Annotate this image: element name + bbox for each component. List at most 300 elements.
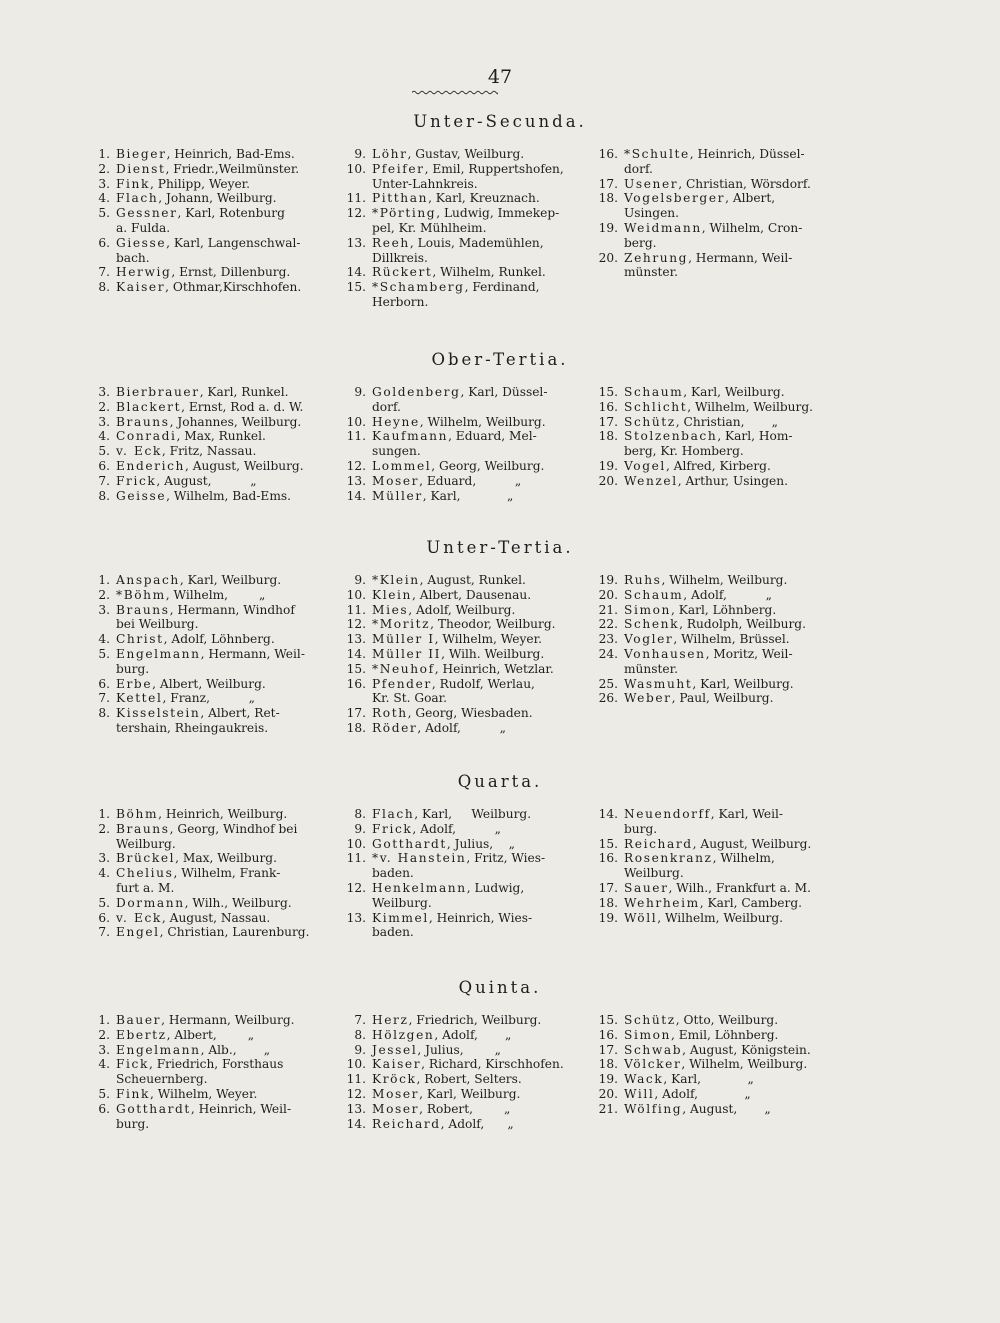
entry-continuation: Weilburg. xyxy=(624,866,684,881)
student-entry xyxy=(590,691,840,706)
entry-continuation: Usingen. xyxy=(624,206,680,221)
surname: Herz xyxy=(372,1013,409,1027)
surname: Vonhausen xyxy=(624,646,706,661)
surname: Wenzel xyxy=(624,473,678,488)
surname: Neuendorff xyxy=(624,807,711,821)
student-entry xyxy=(338,632,578,647)
student-entry xyxy=(338,265,578,280)
surname: Weber xyxy=(624,691,672,706)
surname: Herwig xyxy=(116,265,172,280)
entry-details: , August, „ xyxy=(156,473,257,488)
student-entry xyxy=(590,603,840,618)
surname: Simon xyxy=(624,602,671,617)
entry-number: 13. xyxy=(346,910,366,925)
entry-details: , Adolf, Weilburg. xyxy=(408,602,516,617)
student-entry xyxy=(90,415,325,430)
surname: Schlicht xyxy=(624,399,688,414)
student-entry xyxy=(338,191,578,206)
entry-details: , Emil, Löhnberg. xyxy=(671,1027,779,1042)
entry-number: 18. xyxy=(598,895,618,910)
student-entry xyxy=(90,691,325,706)
student-entry xyxy=(90,1087,325,1102)
entry-number: 6. xyxy=(98,235,110,250)
surname: Müller II xyxy=(372,646,442,661)
entry-details: , Karl, Düssel- xyxy=(460,385,548,399)
column-1 xyxy=(90,573,325,736)
student-entry xyxy=(338,677,578,707)
student-entry xyxy=(338,807,578,822)
entry-number: 3. xyxy=(98,851,110,866)
entry-details: , Heinrich, Düssel- xyxy=(689,147,805,161)
student-entry xyxy=(338,474,578,489)
surname: Heyne xyxy=(372,414,420,429)
entry-continuation: Weilburg. xyxy=(372,895,432,910)
entry-number: 13. xyxy=(346,473,366,488)
entry-details: , Wilhelm, Weilburg. xyxy=(681,1057,808,1072)
surname: Schenk xyxy=(624,617,680,632)
entry-number: 17. xyxy=(598,176,618,191)
student-entry xyxy=(590,1043,840,1058)
column-3 xyxy=(590,573,840,706)
student-entry xyxy=(338,206,578,236)
entry-number: 19. xyxy=(598,458,618,473)
surname: Simon xyxy=(624,1027,671,1042)
surname: Völcker xyxy=(624,1057,682,1072)
entry-number: 13. xyxy=(346,632,366,647)
section-title: Quinta. xyxy=(458,978,542,997)
entry-number: 19. xyxy=(598,220,618,235)
surname: Frick xyxy=(372,821,413,836)
entry-details: , Robert, Selters. xyxy=(416,1072,522,1087)
entry-number: 14. xyxy=(598,807,618,821)
student-entry xyxy=(90,444,325,459)
student-entry xyxy=(590,191,840,221)
column-1 xyxy=(90,1013,325,1131)
entry-details: , Alb., „ xyxy=(200,1042,271,1057)
column-3 xyxy=(590,807,840,925)
entry-number: 4. xyxy=(98,866,110,881)
student-entry xyxy=(338,162,578,192)
surname: Anspach xyxy=(116,573,180,587)
entry-number: 10. xyxy=(346,414,366,429)
page-number: 47 xyxy=(487,66,513,88)
surname: Moser xyxy=(372,1101,420,1116)
entry-number: 3. xyxy=(98,176,110,191)
entry-details: , Eduard, „ xyxy=(419,473,522,488)
entry-continuation: burg. xyxy=(116,661,150,676)
entry-details: , Karl, Hom- xyxy=(717,429,793,444)
entry-details: , Georg, Weilburg. xyxy=(431,458,545,473)
student-entry xyxy=(590,896,840,911)
surname: Schütz xyxy=(624,414,676,429)
surname: Conradi xyxy=(116,429,177,444)
student-entry xyxy=(590,147,840,177)
surname: Enderich xyxy=(116,458,185,473)
surname: Fick xyxy=(116,1057,149,1072)
entry-number: 16. xyxy=(598,147,618,161)
surname: Löhr xyxy=(372,147,408,161)
student-entry xyxy=(90,647,325,677)
surname: Wack xyxy=(624,1072,664,1087)
entry-continuation: dorf. xyxy=(624,161,653,176)
entry-details: , Louis, Mademühlen, xyxy=(409,235,544,250)
student-entry xyxy=(590,588,840,603)
student-entry xyxy=(338,706,578,721)
surname: Christ xyxy=(116,632,164,647)
entry-number: 10. xyxy=(346,836,366,851)
surname: *Schulte xyxy=(624,147,690,161)
surname: Gotthardt xyxy=(116,1101,191,1116)
entry-continuation: münster. xyxy=(624,265,678,280)
surname: Brauns xyxy=(116,414,170,429)
entry-details: , Albert, Ret- xyxy=(200,706,280,721)
entry-number: 18. xyxy=(598,429,618,444)
entry-number: 5. xyxy=(98,206,110,221)
entry-number: 5. xyxy=(98,1086,110,1101)
student-entry xyxy=(590,617,840,632)
surname: Sauer xyxy=(624,880,669,895)
entry-details: , Wilhelm, Weilburg. xyxy=(419,414,546,429)
entry-details: , Franz, „ xyxy=(162,691,255,706)
column-3 xyxy=(590,385,840,489)
student-entry xyxy=(590,647,840,677)
section-title: Unter-Secunda. xyxy=(413,112,587,131)
student-entry xyxy=(90,177,325,192)
entry-number: 19. xyxy=(598,1072,618,1087)
student-entry xyxy=(90,925,325,940)
student-entry xyxy=(90,459,325,474)
student-entry xyxy=(590,911,840,926)
entry-details: , Rudolph, Weilburg. xyxy=(679,617,806,632)
entry-details: , Robert, „ xyxy=(419,1101,511,1116)
surname: Will xyxy=(624,1086,655,1101)
entry-details: , Max, Weilburg. xyxy=(175,851,277,866)
column-3 xyxy=(590,147,840,280)
student-entry xyxy=(338,603,578,618)
surname: Brückel xyxy=(116,851,176,866)
student-entry xyxy=(338,881,578,911)
entry-details: , Albert, Weilburg. xyxy=(152,676,266,691)
entry-details: , Wilhelm, „ xyxy=(165,587,266,602)
entry-number: 2. xyxy=(98,1027,110,1042)
student-entry xyxy=(90,588,325,603)
surname: Schaum xyxy=(624,385,684,399)
entry-details: , Moritz, Weil- xyxy=(705,646,793,661)
entry-details: , Wilhelm, Cron- xyxy=(701,220,803,235)
entry-number: 19. xyxy=(598,910,618,925)
entry-number: 10. xyxy=(346,587,366,602)
entry-number: 11. xyxy=(346,602,366,617)
entry-number: 20. xyxy=(598,1086,618,1101)
entry-details: , Adolf, „ xyxy=(417,720,506,735)
entry-details: , Karl, Weilburg. xyxy=(179,573,282,587)
entry-number: 12. xyxy=(346,880,366,895)
entry-number: 13. xyxy=(346,1101,366,1116)
entry-number: 12. xyxy=(346,1086,366,1101)
entry-details: , Alfred, Kirberg. xyxy=(665,458,771,473)
student-entry xyxy=(590,837,840,852)
entry-number: 1. xyxy=(98,807,110,821)
student-entry xyxy=(338,837,578,852)
entry-details: , Theodor, Weilburg. xyxy=(430,617,556,632)
entry-details: , Karl, Camberg. xyxy=(699,895,803,910)
entry-number: 20. xyxy=(598,473,618,488)
surname: *v. Hanstein xyxy=(372,851,467,866)
student-entry xyxy=(90,400,325,415)
entry-details: , August, Weilburg. xyxy=(692,836,812,851)
entry-details: , Karl, Löhnberg. xyxy=(671,602,777,617)
entry-continuation: burg. xyxy=(116,1116,150,1131)
student-entry xyxy=(90,822,325,852)
student-entry xyxy=(90,489,325,504)
surname: Fink xyxy=(116,176,150,191)
surname: Klein xyxy=(372,587,412,602)
entry-number: 5. xyxy=(98,895,110,910)
surname: *Neuhof xyxy=(372,661,435,676)
column-3 xyxy=(590,1013,840,1117)
entry-details: , Wilh. Weilburg. xyxy=(441,646,545,661)
entry-details: , Friedr.,Weilmünster. xyxy=(165,161,300,176)
entry-number: 2. xyxy=(98,821,110,836)
student-entry xyxy=(338,1117,578,1132)
entry-continuation: Dillkreis. xyxy=(372,250,428,265)
student-entry xyxy=(90,1013,325,1028)
entry-number: 10. xyxy=(346,1057,366,1072)
section-title: Ober-Tertia. xyxy=(431,350,569,369)
entry-details: , Arthur, Usingen. xyxy=(677,473,788,488)
entry-number: 15. xyxy=(598,385,618,399)
student-entry xyxy=(90,265,325,280)
student-entry xyxy=(590,573,840,588)
surname: Goldenberg xyxy=(372,385,461,399)
surname: Bieger xyxy=(116,147,167,161)
entry-number: 20. xyxy=(598,250,618,265)
entry-number: 3. xyxy=(98,1042,110,1057)
entry-details: , Friedrich, Weilburg. xyxy=(408,1013,542,1027)
entry-number: 23. xyxy=(598,632,618,647)
entry-number: 9. xyxy=(354,385,366,399)
surname: Wöll xyxy=(624,910,658,925)
entry-number: 16. xyxy=(598,851,618,866)
student-entry xyxy=(590,881,840,896)
entry-continuation: Unter-Lahnkreis. xyxy=(372,176,478,191)
student-entry xyxy=(338,415,578,430)
entry-details: , Karl, Weilburg. xyxy=(683,385,785,399)
entry-details: , Johannes, Weilburg. xyxy=(169,414,302,429)
student-entry xyxy=(338,459,578,474)
column-2 xyxy=(338,807,578,940)
entry-number: 8. xyxy=(98,280,110,295)
student-entry xyxy=(590,251,840,281)
entry-number: 1. xyxy=(98,1013,110,1027)
student-entry xyxy=(590,400,840,415)
entry-number: 18. xyxy=(598,1057,618,1072)
section-title: Unter-Tertia. xyxy=(426,538,574,557)
entry-details: , Karl, Weilburg. xyxy=(419,1086,521,1101)
surname: Vogel xyxy=(624,458,666,473)
student-entry xyxy=(90,147,325,162)
surname: Moser xyxy=(372,473,420,488)
entry-details: , Wilhelm, Weyer. xyxy=(434,632,542,647)
student-entry xyxy=(590,677,840,692)
entry-details: , Othmar,Kirschhofen. xyxy=(165,280,302,295)
entry-number: 6. xyxy=(98,676,110,691)
entry-continuation: burg. xyxy=(624,821,658,836)
entry-number: 7. xyxy=(98,691,110,706)
entry-number: 14. xyxy=(346,488,366,503)
column-2 xyxy=(338,1013,578,1131)
surname: Rosenkranz xyxy=(624,851,713,866)
surname: Vogler xyxy=(624,632,674,647)
student-entry xyxy=(90,896,325,911)
student-entry xyxy=(590,1028,840,1043)
student-entry xyxy=(90,162,325,177)
entry-number: 16. xyxy=(598,1027,618,1042)
surname: Gotthardt xyxy=(372,836,447,851)
entry-number: 7. xyxy=(98,265,110,280)
entry-details: , August, Königstein. xyxy=(682,1042,811,1057)
entry-number: 11. xyxy=(346,1072,366,1087)
student-entry xyxy=(338,662,578,677)
surname: Usener xyxy=(624,176,679,191)
entry-number: 8. xyxy=(354,807,366,821)
surname: Flach xyxy=(116,191,159,206)
student-entry xyxy=(90,677,325,692)
surname: v. Eck xyxy=(116,910,162,925)
entry-number: 12. xyxy=(346,458,366,473)
entry-continuation: dorf. xyxy=(372,399,401,414)
entry-details: , Wilhelm, Weilburg. xyxy=(657,910,784,925)
surname: Schaum xyxy=(624,587,684,602)
student-entry xyxy=(590,1087,840,1102)
surname: Weidmann xyxy=(624,220,702,235)
entry-continuation: sungen. xyxy=(372,444,421,459)
entry-details: , Heinrich, Bad-Ems. xyxy=(166,147,295,161)
surname: Pfender xyxy=(372,676,432,691)
surname: Schütz xyxy=(624,1013,676,1027)
entry-details: , Karl, „ xyxy=(663,1072,754,1087)
student-entry xyxy=(90,206,325,236)
entry-number: 26. xyxy=(598,691,618,706)
surname: Dienst xyxy=(116,161,166,176)
student-entry xyxy=(338,851,578,881)
entry-details: , August, „ xyxy=(682,1101,771,1116)
student-entry xyxy=(90,866,325,896)
student-entry xyxy=(90,1057,325,1087)
entry-details: , Hermann, Windhof xyxy=(169,602,295,617)
student-entry xyxy=(338,617,578,632)
entry-details: , Heinrich, Wetzlar. xyxy=(434,661,554,676)
student-entry xyxy=(590,459,840,474)
entry-number: 11. xyxy=(346,429,366,444)
surname: *Böhm xyxy=(116,587,166,602)
entry-details: , Ernst, Dillenburg. xyxy=(171,265,291,280)
surname: v. Eck xyxy=(116,444,162,459)
entry-details: , Wilhelm, Frank- xyxy=(173,866,281,881)
student-entry xyxy=(338,1013,578,1028)
surname: Müller I xyxy=(372,632,435,647)
entry-number: 17. xyxy=(598,1042,618,1057)
entry-details: , Ludwig, xyxy=(466,880,525,895)
entry-details: , Karl, Weil- xyxy=(710,807,784,821)
student-entry xyxy=(338,1087,578,1102)
entry-number: 15. xyxy=(346,280,366,295)
surname: Wasmuht xyxy=(624,676,693,691)
entry-details: , August, Runkel. xyxy=(419,573,526,587)
surname: Flach xyxy=(372,807,415,821)
entry-number: 1. xyxy=(98,573,110,587)
surname: Erbe xyxy=(116,676,153,691)
entry-number: 9. xyxy=(354,573,366,587)
entry-details: , Adolf, „ xyxy=(434,1027,512,1042)
entry-number: 8. xyxy=(98,488,110,503)
entry-continuation: Herborn. xyxy=(372,294,429,309)
entry-details: , Julius, „ xyxy=(446,836,515,851)
surname: Schwab xyxy=(624,1042,683,1057)
surname: Böhm xyxy=(116,807,159,821)
student-entry xyxy=(590,1013,840,1028)
entry-details: , Ludwig, Immekep- xyxy=(436,206,560,221)
entry-number: 17. xyxy=(346,706,366,721)
student-entry xyxy=(90,1028,325,1043)
entry-details: , August, Nassau. xyxy=(161,910,271,925)
student-entry xyxy=(338,1028,578,1043)
entry-number: 6. xyxy=(98,458,110,473)
student-entry xyxy=(338,489,578,504)
entry-details: , Eduard, Mel- xyxy=(448,429,537,444)
entry-number: 5. xyxy=(98,444,110,459)
entry-details: , August, Weilburg. xyxy=(184,458,304,473)
entry-number: 12. xyxy=(346,206,366,221)
entry-details: , Christian, Laurenburg. xyxy=(159,925,310,940)
entry-details: , Karl, Kreuznach. xyxy=(428,191,540,206)
entry-continuation: bei Weilburg. xyxy=(116,617,199,632)
entry-continuation: münster. xyxy=(624,661,678,676)
surname: Müller xyxy=(372,488,423,503)
entry-number: 25. xyxy=(598,676,618,691)
entry-details: , Friedrich, Forsthaus xyxy=(148,1057,284,1072)
surname: Bauer xyxy=(116,1013,162,1027)
entry-number: 4. xyxy=(98,632,110,647)
student-entry xyxy=(90,807,325,822)
surname: *Moritz xyxy=(372,617,431,632)
entry-details: , Hermann, Weil- xyxy=(200,646,305,661)
student-entry xyxy=(338,147,578,162)
surname: Brauns xyxy=(116,602,170,617)
student-entry xyxy=(90,632,325,647)
student-entry xyxy=(590,1102,840,1117)
surname: Engel xyxy=(116,925,160,940)
entry-number: 17. xyxy=(598,880,618,895)
surname: Chelius xyxy=(116,866,174,881)
student-entry xyxy=(90,385,325,400)
entry-continuation: Kr. St. Goar. xyxy=(372,691,448,706)
entry-number: 15. xyxy=(598,1013,618,1027)
entry-details: , Ferdinand, xyxy=(464,280,540,295)
entry-number: 15. xyxy=(346,661,366,676)
entry-number: 3. xyxy=(98,385,110,399)
entry-continuation: a. Fulda. xyxy=(116,220,171,235)
surname: *Klein xyxy=(372,573,420,587)
student-entry xyxy=(90,191,325,206)
entry-number: 17. xyxy=(598,414,618,429)
surname: *Schamberg xyxy=(372,280,465,295)
entry-continuation: pel, Kr. Mühlheim. xyxy=(372,220,487,235)
entry-number: 4. xyxy=(98,191,110,206)
entry-number: 9. xyxy=(354,1042,366,1057)
surname: Rückert xyxy=(372,265,433,280)
entry-details: , Adolf, „ xyxy=(440,1116,514,1131)
